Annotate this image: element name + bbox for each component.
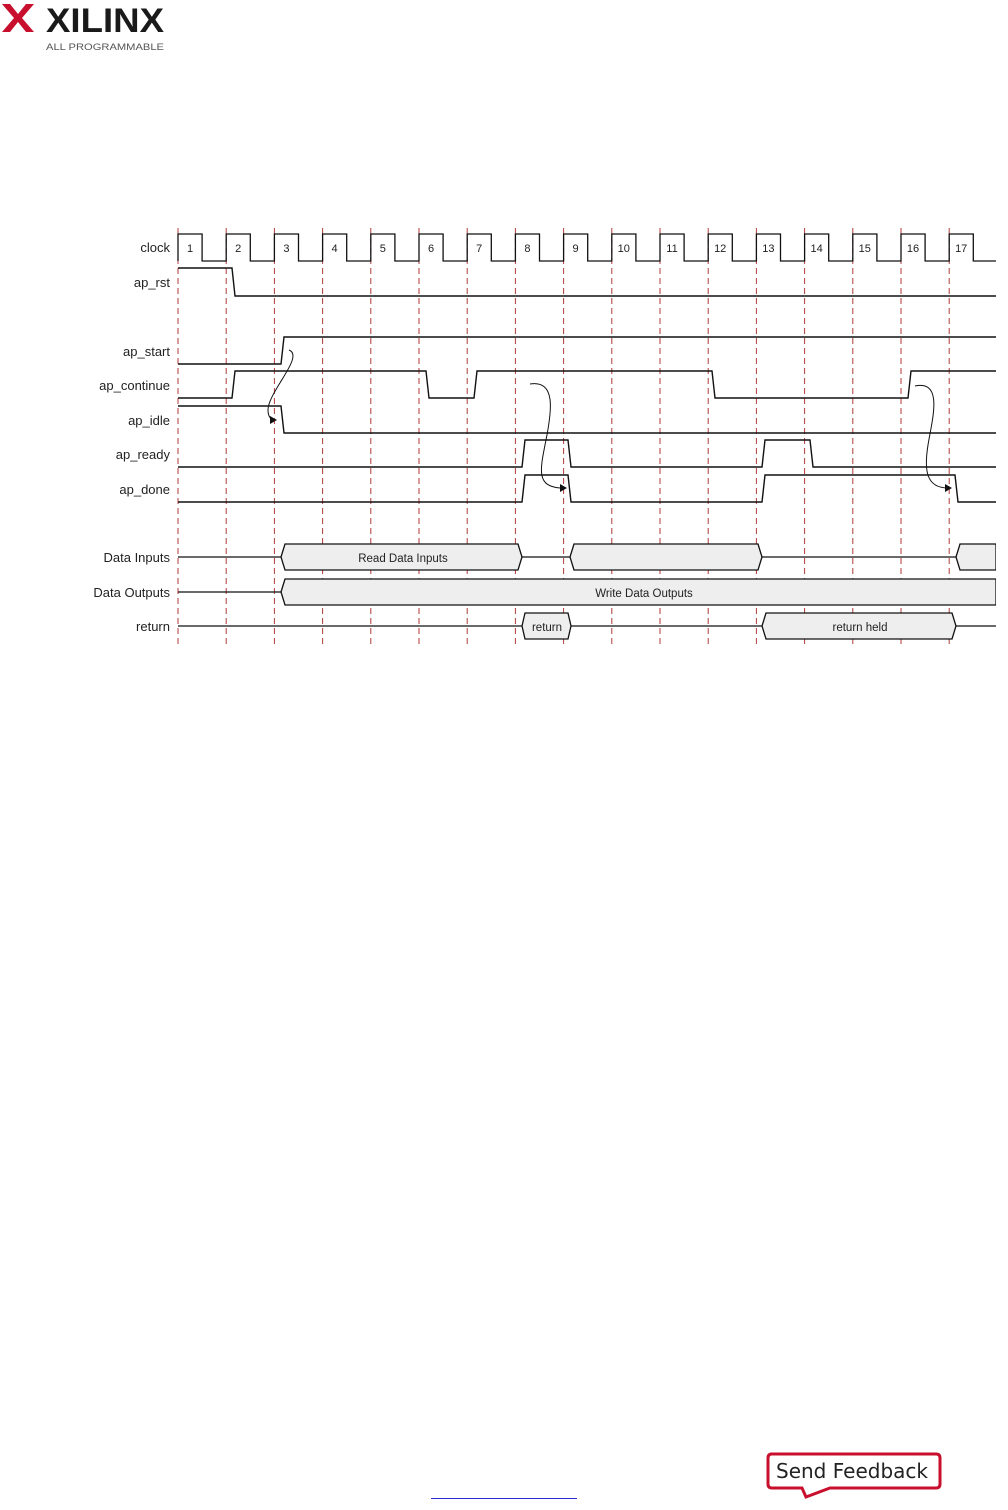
bus-label-write-data-outputs: Write Data Outputs <box>595 588 693 600</box>
clock-cycle-label: 17 <box>955 243 968 255</box>
label-data-outputs: Data Outputs <box>93 585 170 600</box>
clock-cycle-label: 11 <box>666 243 678 255</box>
clock-cycle-label: 1 <box>186 243 194 255</box>
clock-cycle-label: 7 <box>476 243 483 255</box>
label-ap-idle: ap_idle <box>128 413 170 428</box>
footer-link[interactable] <box>431 1488 577 1499</box>
clock-cycle-label: 14 <box>810 243 823 255</box>
send-feedback-label: Send Feedback <box>776 1459 928 1483</box>
logo-tagline: ALL PROGRAMMABLE <box>46 42 164 52</box>
label-ap-continue: ap_continue <box>99 378 170 393</box>
send-feedback-button[interactable] <box>766 1452 942 1500</box>
clock-cycle-label: 6 <box>427 243 435 255</box>
bus-data-inputs-2 <box>570 544 762 570</box>
clock-cycle-label: 3 <box>283 243 290 255</box>
clock-cycle-label: 15 <box>858 243 871 255</box>
clock-cycle-label: 12 <box>714 243 727 255</box>
clock-cycle-label: 13 <box>762 243 775 255</box>
bus-label-return: return <box>531 622 563 634</box>
clock-cycle-label: 9 <box>572 243 579 255</box>
clock-cycle-label: 2 <box>235 243 242 255</box>
logo-wordmark: XILINX <box>46 2 165 40</box>
clock-cycle-label: 5 <box>379 243 386 255</box>
label-return: return <box>136 619 170 634</box>
clock-cycle-label: 8 <box>524 243 531 255</box>
xilinx-logo-mark-icon <box>2 4 34 32</box>
label-ap-ready: ap_ready <box>115 447 170 462</box>
label-clock: clock <box>140 240 170 255</box>
label-data-inputs: Data Inputs <box>103 550 170 565</box>
label-ap-done: ap_done <box>119 482 170 497</box>
bus-label-read-data-inputs: Read Data Inputs <box>358 553 448 565</box>
label-ap-rst: ap_rst <box>133 275 170 290</box>
clock-cycle-label: 16 <box>906 243 920 255</box>
label-ap-start: ap_start <box>123 344 170 359</box>
timing-diagram <box>88 218 996 650</box>
bus-data-inputs-3 <box>956 544 996 570</box>
clock-cycle-label: 4 <box>331 243 338 255</box>
xilinx-logo <box>0 0 175 56</box>
clock-cycle-label: 10 <box>617 243 630 255</box>
bus-label-return-held: return held <box>832 622 888 634</box>
